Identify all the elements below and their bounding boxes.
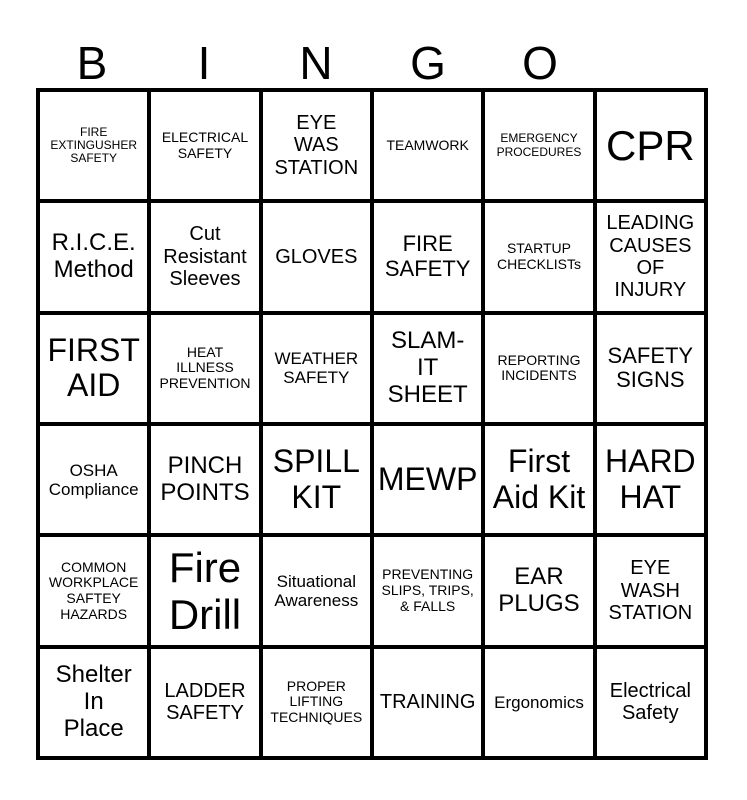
bingo-cell[interactable] xyxy=(261,313,372,424)
cell-text: SAFETY SIGNS xyxy=(607,342,694,393)
bingo-cell[interactable] xyxy=(595,535,706,646)
cell-text: Ergonomics xyxy=(494,692,584,712)
bingo-cell[interactable] xyxy=(372,647,483,758)
bingo-cell[interactable] xyxy=(149,313,260,424)
bingo-cell[interactable] xyxy=(595,90,706,201)
bingo-cell[interactable] xyxy=(261,424,372,535)
cell-text: WEATHER SAFETY xyxy=(274,349,359,388)
cell-text: SPILL KIT xyxy=(272,442,360,515)
cell-text: FIRST AID xyxy=(47,331,140,404)
bingo-cell[interactable] xyxy=(372,424,483,535)
bingo-cell[interactable] xyxy=(372,201,483,312)
cell-text: GLOVES xyxy=(275,245,358,268)
bingo-cell[interactable] xyxy=(38,647,149,758)
cell-text: First Aid Kit xyxy=(492,442,586,515)
cell-text: REPORTING INCIDENTS xyxy=(497,351,581,384)
bingo-cell[interactable] xyxy=(483,90,594,201)
bingo-board xyxy=(36,88,708,760)
cell-text: Shelter In Place xyxy=(55,661,132,742)
bingo-cell[interactable] xyxy=(38,201,149,312)
bingo-cell[interactable] xyxy=(595,313,706,424)
cell-text: FIRE EXTINGUSHER SAFETY xyxy=(50,124,137,166)
cell-text: Cut Resistant Sleeves xyxy=(163,223,247,291)
bingo-cell[interactable] xyxy=(483,647,594,758)
cell-text: Fire Drill xyxy=(168,543,242,638)
cell-text: LEADING CAUSES OF INJURY xyxy=(606,212,695,302)
cell-text: HEAT ILLNESS PREVENTION xyxy=(159,343,251,392)
header-letter-blank xyxy=(596,38,708,88)
bingo-cell[interactable] xyxy=(149,535,260,646)
cell-text: EYE WAS STATION xyxy=(274,112,359,179)
cell-text: EAR PLUGS xyxy=(498,563,580,617)
bingo-cell[interactable] xyxy=(595,201,706,312)
bingo-cell[interactable] xyxy=(149,424,260,535)
bingo-cell[interactable] xyxy=(38,535,149,646)
bingo-cell[interactable] xyxy=(483,313,594,424)
cell-text: TEAMWORK xyxy=(386,136,469,153)
bingo-cell[interactable] xyxy=(372,90,483,201)
bingo-cell[interactable] xyxy=(261,535,372,646)
cell-text: SLAM- IT SHEET xyxy=(387,327,468,408)
bingo-cell[interactable] xyxy=(483,424,594,535)
cell-text: MEWP xyxy=(377,460,478,497)
bingo-cell[interactable] xyxy=(372,313,483,424)
bingo-cell[interactable] xyxy=(261,647,372,758)
cell-text: ELECTRICAL SAFETY xyxy=(161,128,249,161)
cell-text: PINCH POINTS xyxy=(160,451,250,506)
bingo-cell[interactable] xyxy=(595,424,706,535)
cell-text: Situational Awareness xyxy=(274,571,359,610)
bingo-cell[interactable] xyxy=(261,90,372,201)
bingo-cell[interactable] xyxy=(595,647,706,758)
bingo-cell[interactable] xyxy=(372,535,483,646)
cell-text: Electrical Safety xyxy=(609,679,691,725)
bingo-cell[interactable] xyxy=(261,201,372,312)
cell-text: OSHA Compliance xyxy=(48,460,139,499)
cell-text: LADDER SAFETY xyxy=(164,679,246,725)
cell-text: STARTUP CHECKLISTs xyxy=(496,240,581,272)
cell-text: R.I.C.E. Method xyxy=(51,229,136,283)
header-letter-g: G xyxy=(410,37,446,89)
bingo-cell[interactable] xyxy=(149,201,260,312)
header-letter-n: N xyxy=(299,37,333,89)
cell-text: CPR xyxy=(605,122,695,170)
cell-text: EMERGENCY PROCEDURES xyxy=(496,131,582,159)
cell-text: TRAINING xyxy=(379,691,476,714)
bingo-cell[interactable] xyxy=(483,201,594,312)
cell-text: PROPER LIFTING TECHNIQUES xyxy=(270,677,363,726)
bingo-header xyxy=(36,38,708,88)
cell-text: EYE WASH STATION xyxy=(608,557,693,625)
cell-text: PREVENTING SLIPS, TRIPS, & FALLS xyxy=(381,566,474,614)
cell-text: FIRE SAFETY xyxy=(384,231,471,281)
bingo-cell[interactable] xyxy=(38,313,149,424)
header-letter-i: I xyxy=(197,37,211,89)
header-letter-o: O xyxy=(522,37,558,89)
bingo-cell[interactable] xyxy=(483,535,594,646)
bingo-cell[interactable] xyxy=(149,90,260,201)
cell-text: HARD HAT xyxy=(604,442,696,515)
bingo-cell[interactable] xyxy=(38,90,149,201)
header-letter-b: B xyxy=(76,37,108,89)
cell-text: COMMON WORKPLACE SAFTEY HAZARDS xyxy=(48,558,139,622)
bingo-cell[interactable] xyxy=(149,647,260,758)
bingo-cell[interactable] xyxy=(38,424,149,535)
